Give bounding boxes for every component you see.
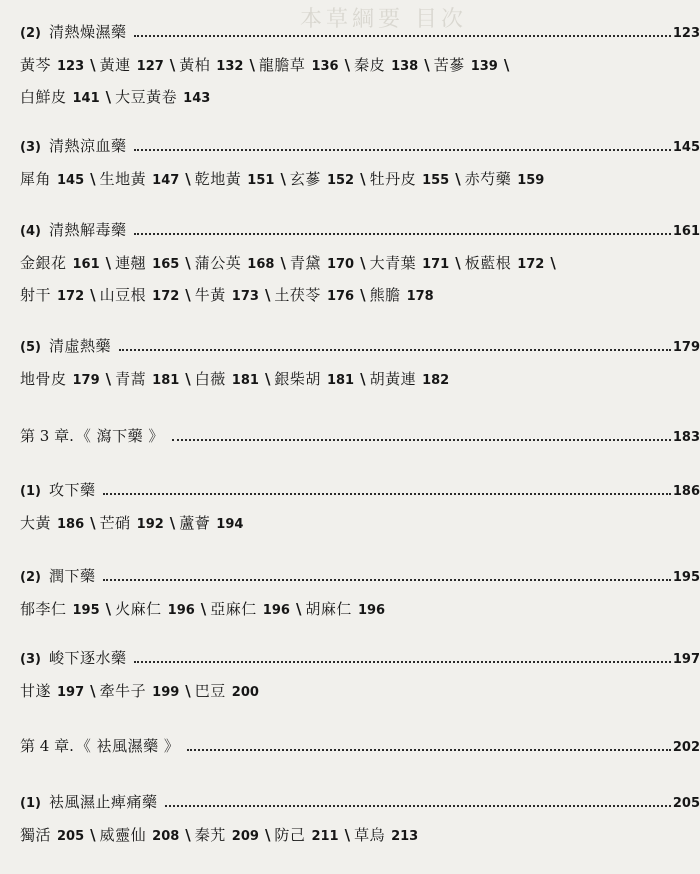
herb-name: 火麻仁 [115,600,162,618]
dot-leader [134,649,670,663]
herb-name: 蘆薈 [179,514,211,532]
herb-page-number: 132 [216,59,244,74]
section-heading [20,220,700,242]
herb-name: 亞麻仁 [210,600,257,618]
herb-page-number: 165 [152,257,180,272]
section-heading [20,736,700,758]
section-title: 攻下藥 [48,481,96,499]
herb-name: 犀角 [20,170,52,188]
herb-name: 大青葉 [369,254,417,272]
separator: \ [90,682,96,700]
herb-page-number: 138 [391,59,419,74]
dot-leader [134,221,670,235]
herb-name: 苦蔘 [433,56,465,74]
herb-page-number: 196 [262,603,290,618]
herb-page-number: 172 [517,257,545,272]
separator: \ [90,826,96,844]
dot-leader [103,567,670,581]
herb-name: 板藍根 [464,254,512,272]
section-title: 袪風濕止痺痛藥 [48,793,158,811]
herb-name: 牽牛子 [99,682,147,700]
herb-name: 芒硝 [99,514,131,532]
herb-page-number: 181 [152,373,180,388]
section-heading [20,566,700,588]
separator: \ [264,826,271,844]
herb-name: 胡麻仁 [305,600,352,618]
herb-page-number: 200 [231,685,259,700]
herb-page-number: 197 [57,685,85,700]
entry-line [20,508,700,540]
entry-line [20,364,700,396]
entry-line [20,820,700,852]
toc-section [20,336,700,396]
herb-page-number: 141 [72,91,100,106]
herb-name: 地骨皮 [20,370,67,388]
section-title: 《 瀉下藥 》 [75,427,164,445]
dot-leader [187,737,670,751]
herb-page-number: 192 [136,517,164,532]
separator: \ [455,254,461,272]
section-title: 清熱燥濕藥 [48,23,127,41]
herb-name: 白鮮皮 [20,88,67,106]
section-number: (1) [20,484,41,499]
herb-name: 威靈仙 [99,826,147,844]
herb-name: 乾地黃 [194,170,242,188]
separator: \ [169,514,176,532]
herb-page-number: 136 [311,59,339,74]
entry-list [20,594,700,626]
herb-page-number: 155 [422,173,450,188]
herb-page-number: 205 [57,829,85,844]
section-number: 第 4 章. [20,737,74,755]
section-heading [20,792,700,814]
separator: \ [344,56,351,74]
herb-page-number: 147 [152,173,180,188]
section-title: 清熱涼血藥 [48,137,127,155]
herb-page-number: 151 [247,173,275,188]
section-heading [20,136,700,158]
toc-section [20,648,700,708]
herb-page-number: 152 [326,173,355,188]
dot-leader [134,23,670,37]
toc-section [20,220,700,312]
herb-name: 獨活 [20,826,52,844]
separator: \ [200,600,207,618]
separator: \ [105,600,112,618]
herb-page-number: 181 [326,373,355,388]
herb-page-number: 199 [152,685,180,700]
entry-list [20,164,700,196]
section-page-number: 197 [672,652,700,667]
section-heading [20,648,700,670]
section-heading [20,480,700,502]
herb-page-number: 139 [470,59,498,74]
section-page-number: 205 [672,796,700,811]
toc-section [20,136,700,196]
separator: \ [455,170,461,188]
herb-name: 黃連 [99,56,131,74]
dot-leader [103,481,670,495]
herb-name: 牡丹皮 [369,170,417,188]
section-page-number: 145 [672,140,700,155]
separator: \ [503,56,510,74]
herb-name: 牛黃 [194,286,226,304]
herb-name: 射干 [20,286,52,304]
herb-name: 白薇 [194,370,226,388]
section-title: 潤下藥 [48,567,96,585]
herb-name: 土茯苓 [274,286,321,304]
chapter-heading [20,736,700,758]
entry-line [20,676,700,708]
section-heading [20,336,700,358]
herb-name: 青黛 [289,254,321,272]
separator: \ [185,286,191,304]
herb-name: 赤芍藥 [464,170,512,188]
herb-name: 甘遂 [20,682,52,700]
separator: \ [169,56,176,74]
herb-page-number: 168 [247,257,275,272]
herb-page-number: 181 [231,373,259,388]
entry-line [20,50,700,82]
herb-name: 金銀花 [20,254,67,272]
herb-name: 胡黃連 [369,370,417,388]
entry-list [20,676,700,708]
entry-line [20,594,700,626]
separator: \ [360,286,366,304]
dot-leader [119,337,671,351]
separator: \ [185,254,191,272]
separator: \ [90,514,96,532]
separator: \ [105,254,112,272]
separator: \ [90,286,96,304]
section-heading [20,426,700,448]
dot-leader [134,137,670,151]
entry-line [20,164,700,196]
toc-section [20,566,700,626]
herb-page-number: 211 [311,829,339,844]
herb-page-number: 161 [72,257,100,272]
herb-name: 巴豆 [194,682,226,700]
entry-list [20,820,700,852]
separator: \ [105,370,112,388]
herb-page-number: 143 [183,91,211,106]
separator: \ [280,170,286,188]
herb-page-number: 172 [57,289,85,304]
section-title: 清熱解毒藥 [48,221,127,239]
separator: \ [424,56,430,74]
herb-name: 草烏 [354,826,386,844]
entry-line [20,82,700,114]
section-title: 清虛熱藥 [48,337,111,355]
herb-name: 連翹 [115,254,147,272]
section-page-number: 186 [672,484,700,499]
herb-name: 玄蔘 [289,170,321,188]
section-number: (3) [20,140,41,155]
herb-name: 青蒿 [115,370,147,388]
separator: \ [264,370,271,388]
separator: \ [264,286,271,304]
herb-page-number: 171 [422,257,450,272]
herb-page-number: 127 [136,59,164,74]
section-number: 第 3 章. [20,427,74,445]
entry-line [20,248,700,280]
herb-page-number: 208 [152,829,180,844]
herb-page-number: 195 [72,603,100,618]
section-page-number: 183 [672,430,700,445]
herb-name: 銀柴胡 [274,370,321,388]
separator: \ [360,254,366,272]
herb-page-number: 176 [326,289,355,304]
herb-page-number: 186 [57,517,85,532]
dot-leader [172,427,671,441]
separator: \ [185,370,191,388]
section-title: 《 袪風濕藥 》 [75,737,180,755]
herb-name: 黃柏 [179,56,211,74]
herb-page-number: 159 [517,173,545,188]
section-title: 峻下逐水藥 [48,649,127,667]
separator: \ [344,826,351,844]
separator: \ [280,254,286,272]
herb-name: 生地黃 [99,170,147,188]
herb-page-number: 172 [152,289,180,304]
section-heading [20,22,700,44]
entry-line [20,280,700,312]
herb-page-number: 179 [72,373,100,388]
toc-section [20,480,700,540]
herb-page-number: 213 [391,829,419,844]
herb-page-number: 209 [231,829,259,844]
section-number: (2) [20,26,41,41]
toc-section [20,22,700,114]
section-page-number: 161 [672,224,700,239]
section-page-number: 179 [672,340,700,355]
herb-page-number: 170 [326,257,355,272]
herb-name: 郁李仁 [20,600,67,618]
separator: \ [550,254,556,272]
herb-name: 大豆黃卷 [115,88,178,106]
chapter-heading [20,426,700,448]
bleed-through-text: 本草綱要 目次 [300,7,467,32]
separator: \ [185,826,191,844]
section-page-number: 202 [672,740,700,755]
entry-list [20,248,700,312]
section-page-number: 123 [672,26,700,41]
section-number: (5) [20,340,41,355]
herb-page-number: 178 [406,289,434,304]
entry-list [20,508,700,540]
herb-name: 熊膽 [369,286,401,304]
dot-leader [165,793,670,807]
section-number: (1) [20,796,41,811]
entry-list [20,50,700,114]
separator: \ [249,56,255,74]
herb-page-number: 194 [216,517,244,532]
separator: \ [360,170,366,188]
section-page-number: 195 [672,570,700,585]
herb-name: 山豆根 [99,286,147,304]
section-number: (3) [20,652,41,667]
separator: \ [185,682,191,700]
herb-name: 龍膽草 [258,56,306,74]
section-number: (4) [20,224,41,239]
herb-page-number: 196 [357,603,386,618]
separator: \ [105,88,112,106]
herb-name: 防己 [274,826,306,844]
herb-name: 秦皮 [354,56,386,74]
separator: \ [90,170,96,188]
herb-page-number: 173 [231,289,259,304]
herb-page-number: 196 [167,603,195,618]
herb-page-number: 182 [422,373,450,388]
section-number: (2) [20,570,41,585]
separator: \ [360,370,366,388]
herb-name: 秦艽 [194,826,226,844]
toc-section [20,792,700,852]
separator: \ [90,56,96,74]
separator: \ [185,170,191,188]
separator: \ [295,600,302,618]
herb-name: 大黃 [20,514,52,532]
herb-page-number: 145 [57,173,85,188]
herb-page-number: 123 [57,59,85,74]
herb-name: 黃芩 [20,56,52,74]
entry-list [20,364,700,396]
herb-name: 蒲公英 [194,254,242,272]
